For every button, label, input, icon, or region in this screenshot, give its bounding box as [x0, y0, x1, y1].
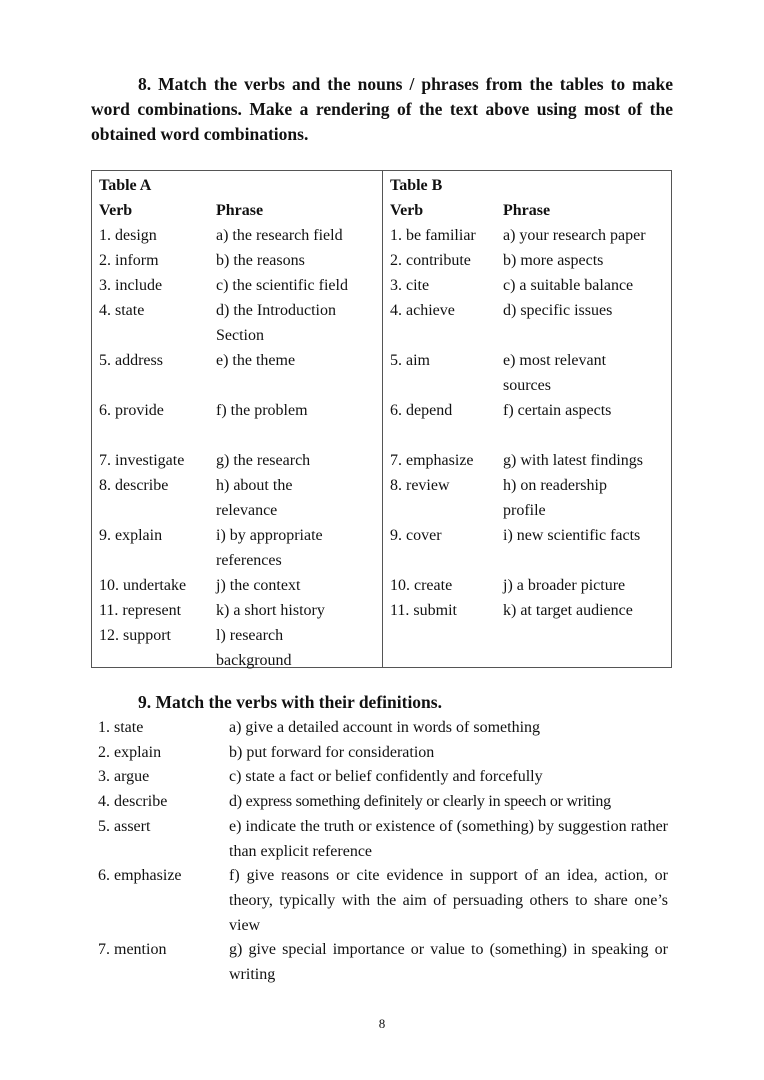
phrase-cell: a) the research field — [216, 227, 343, 244]
verb-cell: 11. represent — [99, 602, 182, 619]
verb-cell: 11. submit — [390, 602, 457, 619]
table-a — [99, 173, 379, 673]
verb-item: 4. describe — [98, 793, 168, 811]
phrase-cell: f) the problem — [216, 402, 308, 419]
definition-row — [98, 741, 668, 766]
table-row — [390, 573, 670, 598]
table-b-title: Table B — [390, 177, 443, 194]
verb-item: 1. state — [98, 719, 144, 736]
definition-text: b) put forward for consideration — [229, 743, 435, 761]
table-row — [99, 348, 379, 398]
phrase-cell: c) a suitable balance — [503, 277, 634, 294]
verb-cell: 6. depend — [390, 402, 453, 419]
verb-cell: 10. create — [390, 577, 453, 594]
definition-row — [98, 815, 668, 864]
definition-text: d) express something definitely or clearly in speech or writing — [229, 793, 611, 811]
phrase-column-header: Phrase — [503, 202, 551, 219]
verb-item: 3. argue — [98, 768, 150, 786]
phrase-cell: e) most relevant sources — [503, 352, 607, 394]
verb-column-header: Verb — [99, 202, 133, 219]
phrase-cell: h) on readership profile — [503, 477, 607, 519]
table-row — [390, 223, 670, 248]
phrase-cell: g) with latest findings — [503, 452, 643, 469]
table-b — [390, 173, 670, 623]
verb-cell: 4. state — [99, 302, 145, 319]
table-row — [390, 473, 670, 523]
table-row — [390, 598, 670, 623]
exercise-8-heading: 8. Match the verbs and the nouns / phrases from the tables to make word combinations. Make a rendering of the text above using most of the obtained word combinations. — [91, 74, 673, 144]
table-row — [390, 448, 670, 473]
table-row — [99, 248, 379, 273]
verb-item: 6. emphasize — [98, 867, 182, 885]
phrase-cell: c) the scientific field — [216, 277, 348, 294]
verb-item: 2. explain — [98, 743, 162, 761]
verb-item: 5. assert — [98, 817, 151, 835]
verb-cell: 3. cite — [390, 277, 430, 294]
definition-text: g) give special importance or value to (something) in speaking or writing — [229, 941, 668, 984]
phrase-cell: b) the reasons — [216, 252, 305, 269]
definition-text: a) give a detailed account in words of something — [229, 719, 541, 736]
table-a-title: Table A — [99, 177, 152, 194]
definition-row — [98, 716, 668, 741]
phrase-cell: j) a broader picture — [503, 577, 626, 594]
table-row — [99, 298, 379, 348]
verb-cell: 4. achieve — [390, 302, 455, 319]
verb-cell: 9. explain — [99, 527, 163, 544]
phrase-cell: a) your research paper — [503, 227, 646, 244]
verb-cell: 2. inform — [99, 252, 159, 269]
verb-cell: 8. review — [390, 477, 450, 494]
table-row — [99, 448, 379, 473]
table-row — [390, 348, 670, 398]
exercise-9-heading: 9. Match the verbs with their definitions. — [138, 692, 442, 712]
definition-text: e) indicate the truth or existence of (something) by suggestion rather than explicit reference — [229, 817, 668, 860]
verb-cell: 10. undertake — [99, 577, 187, 594]
phrase-cell: d) the Introduction Section — [216, 302, 336, 344]
table-row — [99, 623, 379, 673]
phrase-cell: i) new scientific facts — [503, 527, 641, 544]
definitions-list — [98, 716, 668, 988]
table-row — [99, 473, 379, 523]
phrase-cell: k) a short history — [216, 602, 325, 619]
definition-text: f) give reasons or cite evidence in support of an idea, action, or theory, typically with the aim of persuading others to share one’s view — [229, 867, 668, 934]
table-row — [390, 398, 670, 448]
table-divider — [382, 171, 383, 667]
verb-cell: 7. investigate — [99, 452, 185, 469]
table-a-header — [99, 198, 379, 223]
verb-cell: 2. contribute — [390, 252, 471, 269]
phrase-cell: d) specific issues — [503, 302, 613, 319]
page-number: 8 — [378, 1016, 386, 1031]
table-b-header — [390, 198, 670, 223]
match-table — [91, 170, 672, 668]
table-row — [99, 398, 379, 448]
verb-cell: 1. design — [99, 227, 157, 244]
phrase-cell: f) certain aspects — [503, 402, 612, 419]
table-row — [99, 223, 379, 248]
verb-cell: 9. cover — [390, 527, 442, 544]
verb-cell: 12. support — [99, 627, 171, 644]
phrase-cell: i) by appropriate references — [216, 527, 323, 569]
phrase-cell: l) research background — [216, 627, 292, 669]
table-row — [99, 523, 379, 573]
phrase-cell: h) about the relevance — [216, 477, 293, 519]
definition-row — [98, 938, 668, 987]
definition-text: c) state a fact or belief confidently and forcefully — [229, 768, 543, 786]
table-row — [99, 273, 379, 298]
verb-cell: 5. aim — [390, 352, 430, 369]
table-row — [390, 248, 670, 273]
phrase-cell: e) the theme — [216, 352, 296, 369]
verb-column-header: Verb — [390, 202, 424, 219]
table-row — [390, 273, 670, 298]
verb-cell: 5. address — [99, 352, 163, 369]
phrase-cell: j) the context — [216, 577, 301, 594]
definition-row — [98, 864, 668, 938]
verb-cell: 1. be familiar — [390, 227, 476, 244]
phrase-cell: b) more aspects — [503, 252, 604, 269]
verb-item: 7. mention — [98, 941, 167, 959]
verb-cell: 6. provide — [99, 402, 164, 419]
verb-cell: 3. include — [99, 277, 163, 294]
table-row — [99, 573, 379, 598]
table-row — [390, 523, 670, 573]
table-row — [390, 298, 670, 348]
phrase-cell: k) at target audience — [503, 602, 633, 619]
verb-cell: 8. describe — [99, 477, 169, 494]
phrase-column-header: Phrase — [216, 202, 264, 219]
definition-row — [98, 765, 668, 790]
phrase-cell: g) the research — [216, 452, 311, 469]
definition-row — [98, 790, 668, 815]
verb-cell: 7. emphasize — [390, 452, 474, 469]
table-row — [99, 598, 379, 623]
